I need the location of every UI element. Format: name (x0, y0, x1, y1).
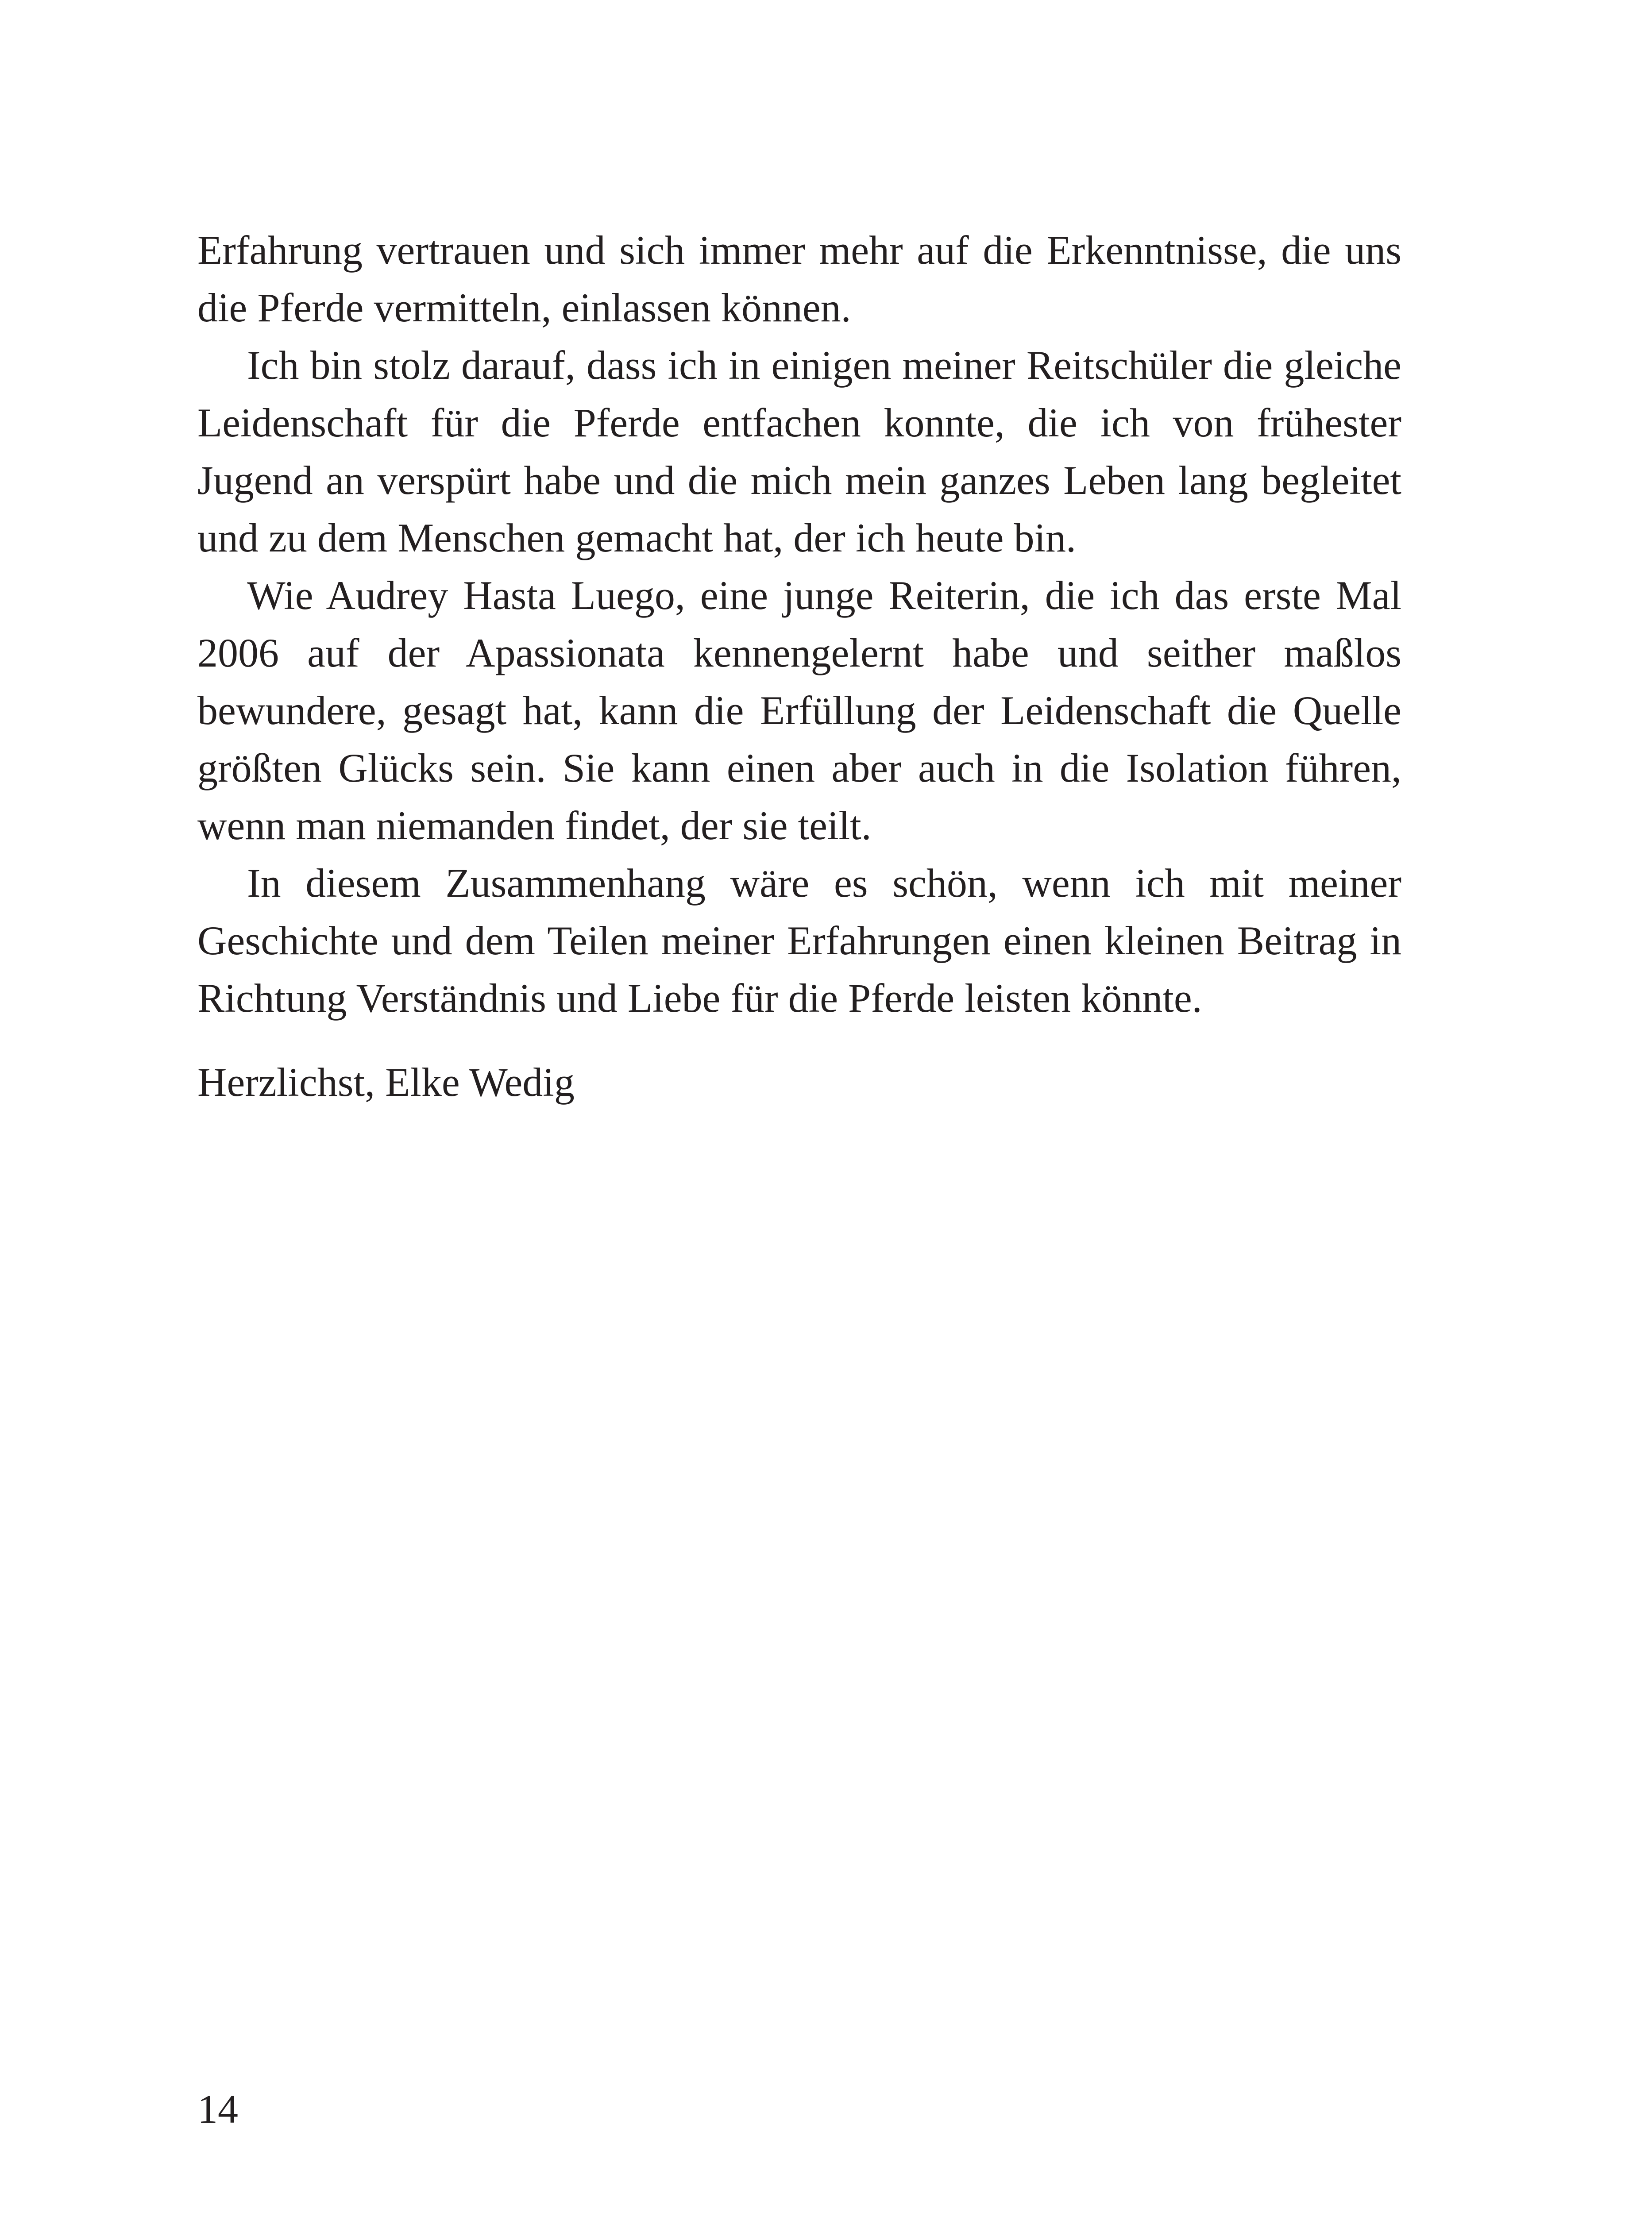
signature: Herzlichst, Elke Wedig (197, 1060, 575, 1105)
page-number: 14 (197, 2086, 238, 2132)
paragraph-3: Wie Audrey Hasta Luego, eine junge Reiterin, die ich das erste Mal 2006 auf der Apassionata kennengelernt habe und seither maßlos bewundere, gesagt hat, kann die Erfüllung der Leidenschaft die Quelle größten Glücks sein. Sie kann einen aber auch in die Isolation führen, wenn man niemanden findet, der sie teilt. (197, 573, 1401, 848)
paragraph-4: In diesem Zusammenhang wäre es schön, wenn ich mit meiner Geschichte und dem Teilen meiner Erfahrungen einen kleinen Beitrag in Richtung Verständnis und Liebe für die Pferde leisten könnte. (197, 860, 1401, 1021)
paragraph-1: Erfahrung vertrauen und sich immer mehr auf die Erkenntnisse, die uns die Pferde vermitteln, einlassen können. (197, 227, 1401, 330)
paragraph-2: Ich bin stolz darauf, dass ich in einigen meiner Reitschüler die gleiche Leidenschaft für die Pferde entfachen konnte, die ich von frühester Jugend an verspürt habe und die mich mein ganzes Leben lang begleitet und zu dem Menschen gemacht hat, der ich heute bin. (197, 343, 1401, 560)
body-text (197, 221, 1401, 1027)
